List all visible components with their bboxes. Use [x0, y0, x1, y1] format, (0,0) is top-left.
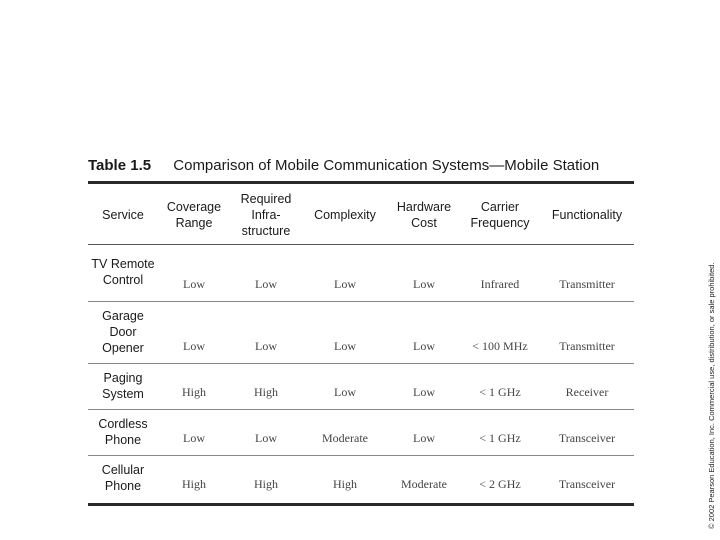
complexity-cell: Low: [334, 276, 356, 291]
service-cell: Cordless Phone: [98, 417, 148, 447]
complexity-cell: High: [333, 477, 357, 491]
header-rule: [88, 244, 634, 245]
complexity-cell: Moderate: [322, 430, 368, 445]
column-header: Service: [102, 208, 144, 222]
copyright-notice: © 2002 Pearson Education, Inc. Commercial use, distribution, or sale prohibited.: [707, 262, 716, 529]
bottom-rule: [88, 503, 634, 506]
functionality-cell: Transmitter: [559, 276, 615, 291]
service-cell: TV Remote Control: [91, 257, 155, 288]
coverage-cell: Low: [183, 430, 205, 445]
cost-cell: Low: [413, 430, 435, 445]
table-title: Comparison of Mobile Communication Systems—Mobile Station: [173, 157, 600, 174]
frequency-cell: < 1 GHz: [479, 384, 521, 399]
frequency-cell: < 2 GHz: [479, 477, 521, 491]
frequency-cell: < 100 MHz: [472, 338, 528, 353]
coverage-cell: Low: [183, 276, 205, 291]
infrastructure-cell: Low: [255, 276, 277, 291]
column-header: Complexity: [314, 208, 376, 222]
cost-cell: Low: [413, 384, 435, 399]
complexity-cell: Low: [334, 384, 356, 399]
table-row: [88, 409, 634, 455]
top-rule: [88, 181, 634, 184]
header-row: [88, 186, 634, 244]
comparison-table: [88, 186, 634, 501]
infrastructure-cell: Low: [255, 430, 277, 445]
service-cell: Garage Door Opener: [102, 309, 144, 355]
table-caption: [88, 157, 599, 174]
coverage-cell: Low: [183, 338, 205, 353]
infrastructure-cell: High: [254, 384, 278, 399]
infrastructure-cell: Low: [255, 338, 277, 353]
coverage-cell: High: [182, 384, 206, 399]
complexity-cell: Low: [334, 338, 356, 353]
functionality-cell: Transceiver: [558, 430, 616, 445]
table-row: [88, 363, 634, 409]
cost-cell: Moderate: [401, 477, 447, 491]
column-header: Hardware Cost: [396, 200, 452, 230]
functionality-cell: Receiver: [565, 384, 609, 399]
table-row: [88, 301, 634, 363]
infrastructure-cell: High: [254, 477, 278, 491]
column-header: Required Infra-structure: [240, 192, 292, 238]
service-cell: Cellular Phone: [101, 463, 145, 494]
functionality-cell: Transmitter: [559, 338, 615, 353]
coverage-cell: High: [182, 477, 206, 491]
column-header: Functionality: [551, 208, 623, 222]
column-header: Coverage Range: [166, 200, 222, 230]
cost-cell: Low: [413, 276, 435, 291]
service-cell: Paging System: [102, 371, 144, 401]
functionality-cell: Transceiver: [558, 477, 616, 491]
cost-cell: Low: [413, 338, 435, 353]
frequency-cell: < 1 GHz: [479, 430, 521, 445]
table-number: Table 1.5: [88, 157, 152, 174]
table-row: [88, 455, 634, 501]
table-row: [88, 244, 634, 301]
frequency-cell: Infrared: [480, 276, 520, 291]
column-header: Carrier Frequency: [470, 200, 530, 230]
